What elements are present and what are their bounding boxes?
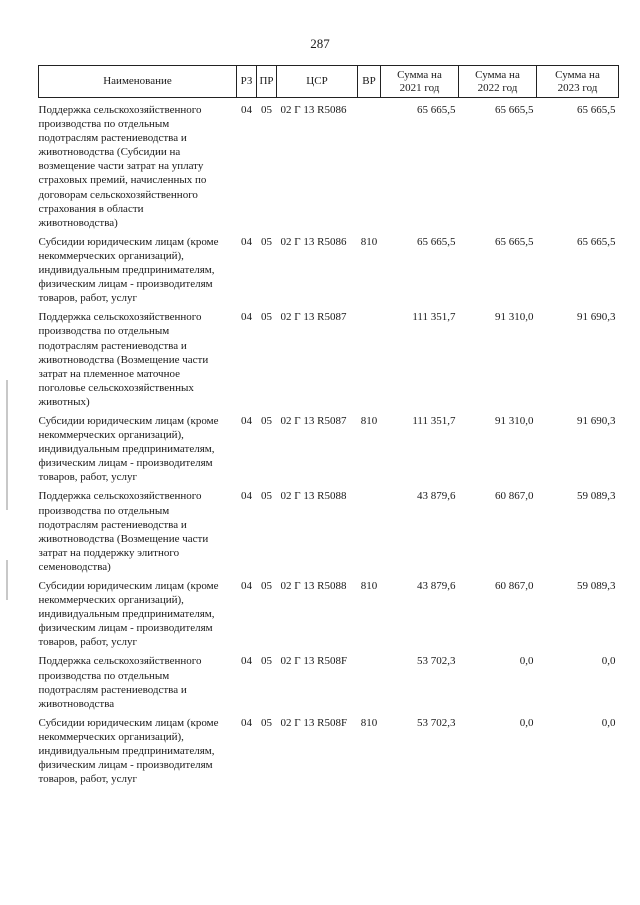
row-name: Поддержка сельскохозяйственного производства по отдельным подотраслям растениеводства и животноводства (Возмещение части затрат на поддержку элитного семеноводства) bbox=[38, 490, 209, 573]
row-rz: 04 bbox=[241, 490, 252, 503]
header-sum-2022-line1: Сумма на bbox=[475, 68, 520, 81]
header-sum-2021-line1: Сумма на bbox=[397, 68, 442, 81]
row-sum-2023: 0,0 bbox=[601, 655, 616, 668]
row-sum-2022: 0,0 bbox=[519, 655, 534, 668]
row-name: Субсидии юридическим лицам (кроме некоммерческих организаций), индивидуальным предпринимателям, физическим лицам - производителям товаров, работ, услуг bbox=[38, 716, 219, 786]
header-rz: РЗ bbox=[237, 66, 257, 98]
header-pr: ПР bbox=[257, 66, 277, 98]
row-csr: 02 Г 13 R508F bbox=[280, 716, 348, 729]
row-pr: 05 bbox=[261, 580, 272, 592]
header-sum-2023 bbox=[537, 66, 619, 98]
row-name: Поддержка сельскохозяйственного производства по отдельным подотраслям растениеводства и животноводства bbox=[38, 655, 202, 710]
row-name: Поддержка сельскохозяйственного производства по отдельным подотраслям растениеводства и животноводства (Возмещение части затрат на племенное маточное поголовье сельскохозяйственных животных) bbox=[38, 311, 209, 408]
header-sum-2021-line2: 2021 год bbox=[399, 81, 440, 94]
row-vr bbox=[358, 489, 381, 579]
header-sum-2022 bbox=[459, 66, 537, 98]
row-pr: 05 bbox=[261, 655, 272, 668]
row-sum-2022: 0,0 bbox=[519, 716, 534, 729]
table-row bbox=[39, 310, 619, 414]
row-vr bbox=[358, 98, 381, 235]
row-pr: 05 bbox=[261, 414, 272, 427]
row-sum-2021: 43 879,6 bbox=[417, 580, 456, 592]
row-csr: 02 Г 13 R5088 bbox=[280, 580, 347, 592]
row-pr: 05 bbox=[261, 716, 272, 729]
scan-margin-mark bbox=[6, 380, 8, 510]
table-body bbox=[39, 98, 619, 792]
row-sum-2022: 65 665,5 bbox=[495, 235, 534, 248]
row-csr: 02 Г 13 R5086 bbox=[280, 235, 347, 248]
page-number: 287 bbox=[310, 36, 330, 51]
header-row bbox=[39, 66, 619, 98]
row-vr: 810 bbox=[360, 716, 378, 729]
row-sum-2021: 65 665,5 bbox=[417, 104, 456, 116]
table-row bbox=[39, 414, 619, 489]
table-row bbox=[39, 98, 619, 235]
row-csr: 02 Г 13 R508F bbox=[280, 655, 348, 668]
row-sum-2021: 65 665,5 bbox=[417, 235, 456, 248]
row-name: Субсидии юридическим лицам (кроме некоммерческих организаций), индивидуальным предпринимателям, физическим лицам - производителям товаров, работ, услуг bbox=[38, 580, 219, 649]
row-pr: 05 bbox=[261, 490, 272, 503]
row-sum-2023: 0,0 bbox=[601, 716, 616, 729]
header-sum-2023-line2: 2023 год bbox=[557, 81, 598, 94]
row-pr: 05 bbox=[261, 104, 272, 116]
row-csr: 02 Г 13 R5087 bbox=[280, 414, 347, 427]
row-pr: 05 bbox=[261, 235, 272, 248]
row-sum-2021: 53 702,3 bbox=[417, 655, 456, 668]
header-vr: ВР bbox=[358, 66, 381, 98]
header-sum-2023-line1: Сумма на bbox=[555, 68, 600, 81]
row-rz: 04 bbox=[241, 414, 252, 427]
row-rz: 04 bbox=[241, 104, 252, 116]
row-rz: 04 bbox=[241, 716, 252, 729]
row-sum-2023: 91 690,3 bbox=[577, 311, 616, 324]
row-sum-2021: 111 351,7 bbox=[412, 311, 456, 324]
row-csr: 02 Г 13 R5087 bbox=[280, 311, 347, 324]
row-sum-2022: 91 310,0 bbox=[495, 311, 534, 324]
row-sum-2022: 91 310,0 bbox=[495, 414, 534, 427]
row-rz: 04 bbox=[241, 580, 252, 592]
row-sum-2023: 65 665,5 bbox=[577, 235, 616, 248]
row-sum-2023: 59 089,3 bbox=[577, 490, 616, 503]
row-vr: 810 bbox=[360, 414, 378, 427]
table-row bbox=[39, 654, 619, 715]
row-vr: 810 bbox=[360, 580, 378, 592]
row-vr bbox=[358, 310, 381, 414]
table-row bbox=[39, 716, 619, 791]
header-sum-2021 bbox=[381, 66, 459, 98]
header-name: Наименование bbox=[39, 66, 237, 98]
row-csr: 02 Г 13 R5088 bbox=[280, 490, 347, 503]
budget-table bbox=[38, 65, 619, 791]
table-row bbox=[39, 489, 619, 579]
row-name: Субсидии юридическим лицам (кроме некоммерческих организаций), индивидуальным предпринимателям, физическим лицам - производителям товаров, работ, услуг bbox=[38, 235, 219, 305]
scan-margin-mark bbox=[6, 560, 8, 600]
row-vr: 810 bbox=[360, 235, 378, 248]
table-row bbox=[39, 579, 619, 654]
row-name: Поддержка сельскохозяйственного производства по отдельным подотраслям растениеводства и животноводства (Субсидии на возмещение части затрат на уплату страховых премий, начисленных по договорам сельскохозяйственного страхования в области животноводства) bbox=[38, 104, 207, 229]
row-sum-2022: 65 665,5 bbox=[495, 104, 534, 116]
row-sum-2021: 111 351,7 bbox=[412, 414, 456, 427]
row-rz: 04 bbox=[241, 655, 252, 668]
row-vr bbox=[358, 654, 381, 715]
table-row bbox=[39, 235, 619, 310]
row-sum-2023: 59 089,3 bbox=[577, 580, 616, 592]
row-sum-2022: 60 867,0 bbox=[495, 580, 534, 592]
row-sum-2021: 43 879,6 bbox=[417, 490, 456, 503]
row-csr: 02 Г 13 R5086 bbox=[280, 104, 347, 116]
row-rz: 04 bbox=[241, 235, 252, 248]
row-sum-2023: 91 690,3 bbox=[577, 414, 616, 427]
row-sum-2021: 53 702,3 bbox=[417, 716, 456, 729]
row-sum-2023: 65 665,5 bbox=[577, 104, 616, 116]
row-sum-2022: 60 867,0 bbox=[495, 490, 534, 503]
header-sum-2022-line2: 2022 год bbox=[477, 81, 518, 94]
table-header bbox=[39, 66, 619, 98]
header-csr: ЦСР bbox=[277, 66, 358, 98]
row-name: Субсидии юридическим лицам (кроме некоммерческих организаций), индивидуальным предпринимателям, физическим лицам - производителям товаров, работ, услуг bbox=[38, 414, 219, 484]
row-rz: 04 bbox=[241, 311, 252, 324]
row-pr: 05 bbox=[261, 311, 272, 324]
